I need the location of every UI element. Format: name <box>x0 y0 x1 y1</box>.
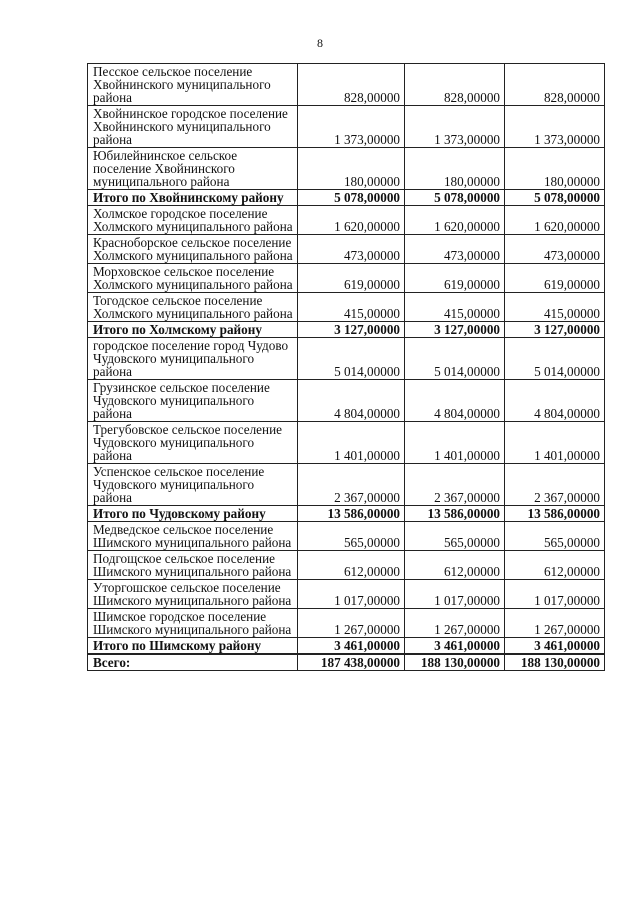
value-1-cell: 473,00000 <box>298 235 405 264</box>
district-total-row <box>88 506 605 522</box>
settlement-row <box>88 609 605 638</box>
settlement-name: Трегубовское сельское поселение Чудовского муниципального района <box>88 422 298 464</box>
district-total-label: Итого по Шимскому району <box>88 638 298 655</box>
settlement-row <box>88 422 605 464</box>
value-3-cell: 619,00000 <box>505 264 605 293</box>
value-3-cell: 1 401,00000 <box>505 422 605 464</box>
grand-total-value-1: 187 438,00000 <box>298 654 405 671</box>
value-1-cell: 1 373,00000 <box>298 106 405 148</box>
page-number: 8 <box>317 36 323 50</box>
settlement-name: Грузинское сельское поселение Чудовского муниципального района <box>88 380 298 422</box>
value-2-cell: 3 127,00000 <box>405 322 505 338</box>
value-1-cell: 415,00000 <box>298 293 405 322</box>
value-3-cell: 3 127,00000 <box>505 322 605 338</box>
value-3-cell: 5 014,00000 <box>505 338 605 380</box>
value-1-cell: 2 367,00000 <box>298 464 405 506</box>
settlement-name: Красноборское сельское поселение Холмского муниципального района <box>88 235 298 264</box>
value-1-cell: 3 127,00000 <box>298 322 405 338</box>
settlement-row <box>88 522 605 551</box>
settlement-row <box>88 580 605 609</box>
settlement-row <box>88 148 605 190</box>
settlement-name: Песское сельское поселение Хвойнинского муниципального района <box>88 64 298 106</box>
value-1-cell: 5 014,00000 <box>298 338 405 380</box>
settlement-name: Шимское городское поселение Шимского муниципального района <box>88 609 298 638</box>
value-3-cell: 473,00000 <box>505 235 605 264</box>
value-2-cell: 2 367,00000 <box>405 464 505 506</box>
value-1-cell: 3 461,00000 <box>298 638 405 655</box>
value-1-cell: 5 078,00000 <box>298 190 405 206</box>
settlement-name: Медведское сельское поселение Шимского муниципального района <box>88 522 298 551</box>
value-2-cell: 619,00000 <box>405 264 505 293</box>
settlement-row <box>88 380 605 422</box>
settlement-row <box>88 64 605 106</box>
settlement-row <box>88 264 605 293</box>
value-2-cell: 5 078,00000 <box>405 190 505 206</box>
value-1-cell: 180,00000 <box>298 148 405 190</box>
district-total-row <box>88 322 605 338</box>
value-2-cell: 180,00000 <box>405 148 505 190</box>
district-total-label: Итого по Холмскому району <box>88 322 298 338</box>
settlement-name: Юбилейнинское сельское поселение Хвойнинского муниципального района <box>88 148 298 190</box>
settlement-name: Хвойнинское городское поселение Хвойнинского муниципального района <box>88 106 298 148</box>
value-1-cell: 565,00000 <box>298 522 405 551</box>
value-2-cell: 5 014,00000 <box>405 338 505 380</box>
table-body <box>88 64 605 671</box>
settlement-row <box>88 106 605 148</box>
value-2-cell: 1 373,00000 <box>405 106 505 148</box>
settlement-row <box>88 464 605 506</box>
grand-total-value-3: 188 130,00000 <box>505 654 605 671</box>
value-1-cell: 1 267,00000 <box>298 609 405 638</box>
value-2-cell: 4 804,00000 <box>405 380 505 422</box>
value-1-cell: 1 017,00000 <box>298 580 405 609</box>
value-2-cell: 1 401,00000 <box>405 422 505 464</box>
grand-total-row <box>88 654 605 671</box>
value-3-cell: 13 586,00000 <box>505 506 605 522</box>
district-total-row <box>88 190 605 206</box>
budget-table <box>87 63 605 671</box>
value-2-cell: 473,00000 <box>405 235 505 264</box>
value-3-cell: 1 373,00000 <box>505 106 605 148</box>
settlement-row <box>88 338 605 380</box>
value-2-cell: 1 620,00000 <box>405 206 505 235</box>
value-1-cell: 612,00000 <box>298 551 405 580</box>
value-3-cell: 565,00000 <box>505 522 605 551</box>
settlement-name: Тогодское сельское поселение Холмского муниципального района <box>88 293 298 322</box>
value-2-cell: 828,00000 <box>405 64 505 106</box>
value-1-cell: 828,00000 <box>298 64 405 106</box>
settlement-name: Уторгошское сельское поселение Шимского муниципального района <box>88 580 298 609</box>
value-3-cell: 180,00000 <box>505 148 605 190</box>
value-3-cell: 3 461,00000 <box>505 638 605 655</box>
grand-total-value-2: 188 130,00000 <box>405 654 505 671</box>
settlement-name: Холмское городское поселение Холмского муниципального района <box>88 206 298 235</box>
district-total-label: Итого по Чудовскому району <box>88 506 298 522</box>
value-2-cell: 1 017,00000 <box>405 580 505 609</box>
district-total-row <box>88 638 605 655</box>
value-3-cell: 612,00000 <box>505 551 605 580</box>
settlement-name: Успенское сельское поселение Чудовского муниципального района <box>88 464 298 506</box>
value-2-cell: 1 267,00000 <box>405 609 505 638</box>
value-1-cell: 1 620,00000 <box>298 206 405 235</box>
grand-total-label: Всего: <box>88 654 298 671</box>
settlement-row <box>88 206 605 235</box>
value-3-cell: 2 367,00000 <box>505 464 605 506</box>
value-1-cell: 13 586,00000 <box>298 506 405 522</box>
value-3-cell: 828,00000 <box>505 64 605 106</box>
value-1-cell: 4 804,00000 <box>298 380 405 422</box>
settlement-row <box>88 293 605 322</box>
value-3-cell: 1 267,00000 <box>505 609 605 638</box>
district-total-label: Итого по Хвойнинскому району <box>88 190 298 206</box>
value-1-cell: 619,00000 <box>298 264 405 293</box>
value-3-cell: 1 017,00000 <box>505 580 605 609</box>
value-3-cell: 415,00000 <box>505 293 605 322</box>
value-1-cell: 1 401,00000 <box>298 422 405 464</box>
settlement-row <box>88 551 605 580</box>
value-2-cell: 565,00000 <box>405 522 505 551</box>
settlement-name: Морховское сельское поселение Холмского муниципального района <box>88 264 298 293</box>
value-2-cell: 13 586,00000 <box>405 506 505 522</box>
value-3-cell: 5 078,00000 <box>505 190 605 206</box>
settlement-name: Подгощское сельское поселение Шимского муниципального района <box>88 551 298 580</box>
value-2-cell: 3 461,00000 <box>405 638 505 655</box>
settlement-row <box>88 235 605 264</box>
value-3-cell: 4 804,00000 <box>505 380 605 422</box>
value-2-cell: 415,00000 <box>405 293 505 322</box>
settlement-name: городское поселение город Чудово Чудовского муниципального района <box>88 338 298 380</box>
value-2-cell: 612,00000 <box>405 551 505 580</box>
value-3-cell: 1 620,00000 <box>505 206 605 235</box>
